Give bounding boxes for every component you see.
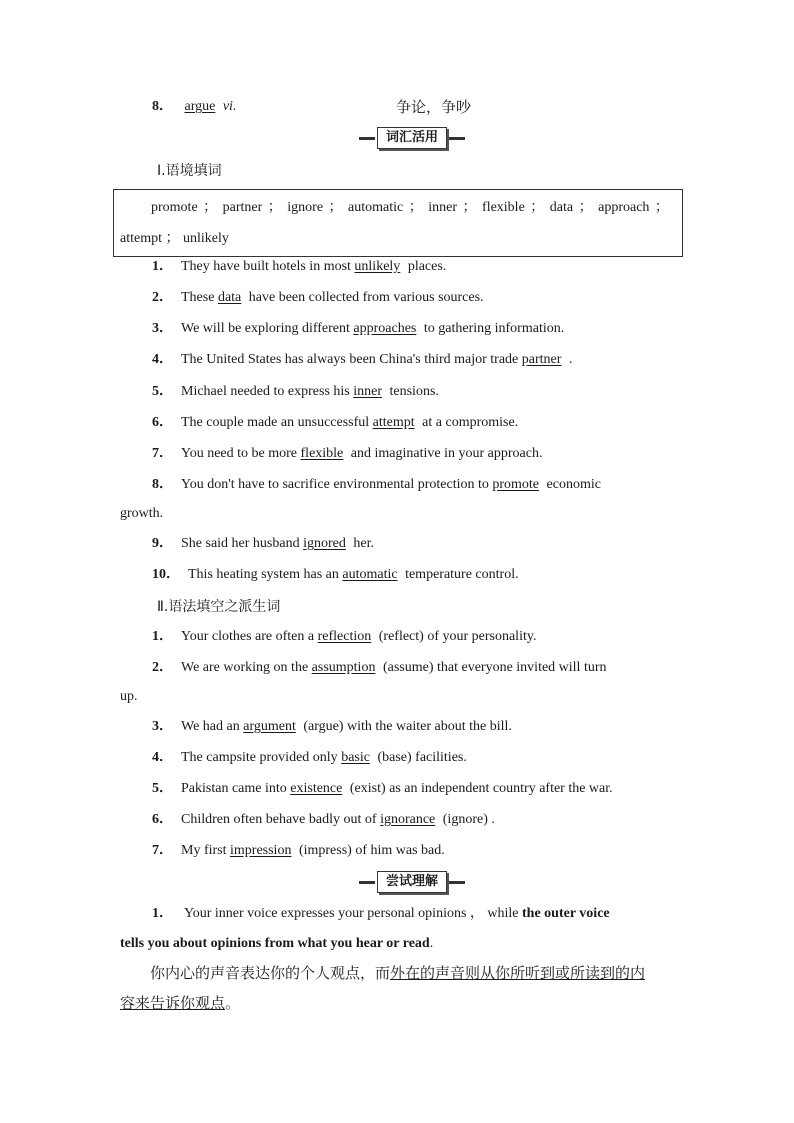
sentence-text: This heating system has an xyxy=(188,567,343,582)
sentence-text: The United States has always been China's third major trade xyxy=(181,352,522,367)
sentence-text: Your inner voice expresses your personal opinions ， while xyxy=(183,906,523,921)
item-number: 6． xyxy=(152,812,173,827)
answer-blank: assumption xyxy=(311,660,376,675)
translation-sentence-line-1 xyxy=(152,904,610,924)
sentence-continuation: up. xyxy=(120,689,138,704)
sentence-text: We are working on the xyxy=(181,660,312,675)
answer-blank: promote xyxy=(492,477,540,492)
item-number: 4． xyxy=(152,352,173,367)
answer-blank: unlikely xyxy=(354,259,401,274)
sentence-text: temperature control. xyxy=(401,567,519,582)
item-number: 2． xyxy=(152,660,173,675)
exercise-item xyxy=(152,534,374,554)
section-title-context-fill: Ⅰ.语境填词 xyxy=(157,163,222,179)
item-number: 1． xyxy=(152,259,173,274)
sentence-text: These xyxy=(181,290,218,305)
answer-blank: attempt xyxy=(372,415,415,430)
badge-label: 词汇活用 xyxy=(385,130,438,145)
answer-blank: impression xyxy=(230,843,292,858)
sentence-text: Pakistan came into xyxy=(181,781,291,796)
exercise-item xyxy=(152,627,536,647)
sentence-bold-text: tells you about opinions from what you hear or read xyxy=(120,936,430,951)
sentence-text: They have built hotels in most xyxy=(181,259,355,274)
vocab-word: argue xyxy=(184,99,216,114)
answer-blank: existence xyxy=(290,781,343,796)
item-number: 5． xyxy=(152,781,173,796)
exercise-item xyxy=(152,350,572,370)
section-badge-vocab-usage xyxy=(359,127,465,149)
item-number: 1． xyxy=(152,906,173,921)
sentence-text: places. xyxy=(404,259,447,274)
answer-blank: reflection xyxy=(317,629,372,644)
sentence-text: (ignore) . xyxy=(439,812,495,827)
sentence-text: The campsite provided only xyxy=(181,750,342,765)
section-title-derivatives: Ⅱ.语法填空之派生词 xyxy=(157,599,281,615)
sentence-text: (reflect) of your personality. xyxy=(375,629,537,644)
item-number: 8． xyxy=(152,477,173,492)
answer-blank: automatic xyxy=(342,567,398,582)
item-number: 5． xyxy=(152,384,173,399)
badge-label: 尝试理解 xyxy=(385,874,438,889)
sentence-text: to gathering information. xyxy=(420,321,565,336)
sentence-text: (argue) with the waiter about the bill. xyxy=(299,719,512,734)
item-number: 7． xyxy=(152,843,173,858)
sentence-text: tensions. xyxy=(386,384,439,399)
sentence-end: . xyxy=(429,936,434,951)
item-number: 8． xyxy=(152,99,173,114)
sentence-text: You need to be more xyxy=(181,446,301,461)
item-number: 6． xyxy=(152,415,173,430)
answer-blank: basic xyxy=(341,750,370,765)
answer-blank: ignored xyxy=(303,536,346,551)
answer-blank: flexible xyxy=(300,446,344,461)
sentence-text: She said her husband xyxy=(181,536,304,551)
exercise-item xyxy=(152,413,518,433)
answer-blank: inner xyxy=(353,384,382,399)
sentence-text: economic xyxy=(543,477,601,492)
sentence-text: her. xyxy=(349,536,374,551)
exercise-item xyxy=(152,444,542,464)
item-number: 1． xyxy=(152,629,173,644)
sentence-text: You don't have to sacrifice environmental protection to xyxy=(181,477,493,492)
exercise-item xyxy=(152,779,613,799)
answer-blank: ignorance xyxy=(380,812,436,827)
sentence-text: and imaginative in your approach. xyxy=(347,446,543,461)
sentence-text: Michael needed to express his xyxy=(181,384,354,399)
chinese-underlined-text: 外在的声音则从你所听到或所读到的内 xyxy=(390,964,646,982)
vocab-item-argue xyxy=(152,97,236,117)
sentence-text: (exist) as an independent country after the war. xyxy=(346,781,613,796)
chinese-underlined-text: 容来告诉你观点 xyxy=(120,994,226,1012)
sentence-text: . xyxy=(565,352,573,367)
answer-blank: data xyxy=(217,290,242,305)
chinese-plain-text: 你内心的声音表达你的个人观点，而 xyxy=(150,964,391,982)
exercise-item xyxy=(152,717,512,737)
exercise-item xyxy=(152,841,445,861)
vocab-meaning: 争论，争吵 xyxy=(396,98,472,116)
sentence-text: (impress) of him was bad. xyxy=(295,843,445,858)
item-number: 7． xyxy=(152,446,173,461)
exercise-item xyxy=(152,475,601,495)
exercise-item xyxy=(152,257,446,277)
item-number: 4． xyxy=(152,750,173,765)
sentence-text: The couple made an unsuccessful xyxy=(181,415,373,430)
sentence-bold-text: the outer voice xyxy=(522,906,610,921)
answer-blank: partner xyxy=(521,352,562,367)
chinese-translation-line-1 xyxy=(150,962,645,984)
exercise-item xyxy=(152,810,495,830)
word-bank-line-2: attempt ； unlikely xyxy=(120,231,229,246)
word-bank-box xyxy=(113,189,683,257)
item-number: 3． xyxy=(152,719,173,734)
exercise-item xyxy=(152,565,519,585)
sentence-text: at a compromise. xyxy=(418,415,519,430)
sentence-text: Children often behave badly out of xyxy=(181,812,381,827)
sentence-text: Your clothes are often a xyxy=(181,629,318,644)
part-of-speech: vi. xyxy=(222,99,237,114)
exercise-item xyxy=(152,748,467,768)
sentence-continuation: growth. xyxy=(120,506,164,521)
sentence-text: (assume) that everyone invited will turn xyxy=(379,660,607,675)
exercise-item xyxy=(152,382,439,402)
chinese-translation-line-2 xyxy=(120,992,240,1014)
exercise-item xyxy=(152,288,484,308)
sentence-text: We will be exploring different xyxy=(181,321,354,336)
item-number: 10． xyxy=(152,567,180,582)
sentence-text: (base) facilities. xyxy=(373,750,467,765)
answer-blank: argument xyxy=(243,719,296,734)
section-badge-try-understand xyxy=(359,871,465,893)
translation-sentence-line-2 xyxy=(120,934,433,954)
chinese-end: 。 xyxy=(225,994,241,1012)
answer-blank: approaches xyxy=(353,321,417,336)
word-bank-line-1: promote ； partner ； ignore ； automatic ； inner ； flexible ； data ； approach ； xyxy=(151,200,669,215)
sentence-text: We had an xyxy=(181,719,244,734)
item-number: 9． xyxy=(152,536,173,551)
exercise-item xyxy=(152,658,607,678)
sentence-text: have been collected from various sources. xyxy=(245,290,484,305)
item-number: 2． xyxy=(152,290,173,305)
item-number: 3． xyxy=(152,321,173,336)
sentence-text: My first xyxy=(181,843,230,858)
exercise-item xyxy=(152,319,564,339)
